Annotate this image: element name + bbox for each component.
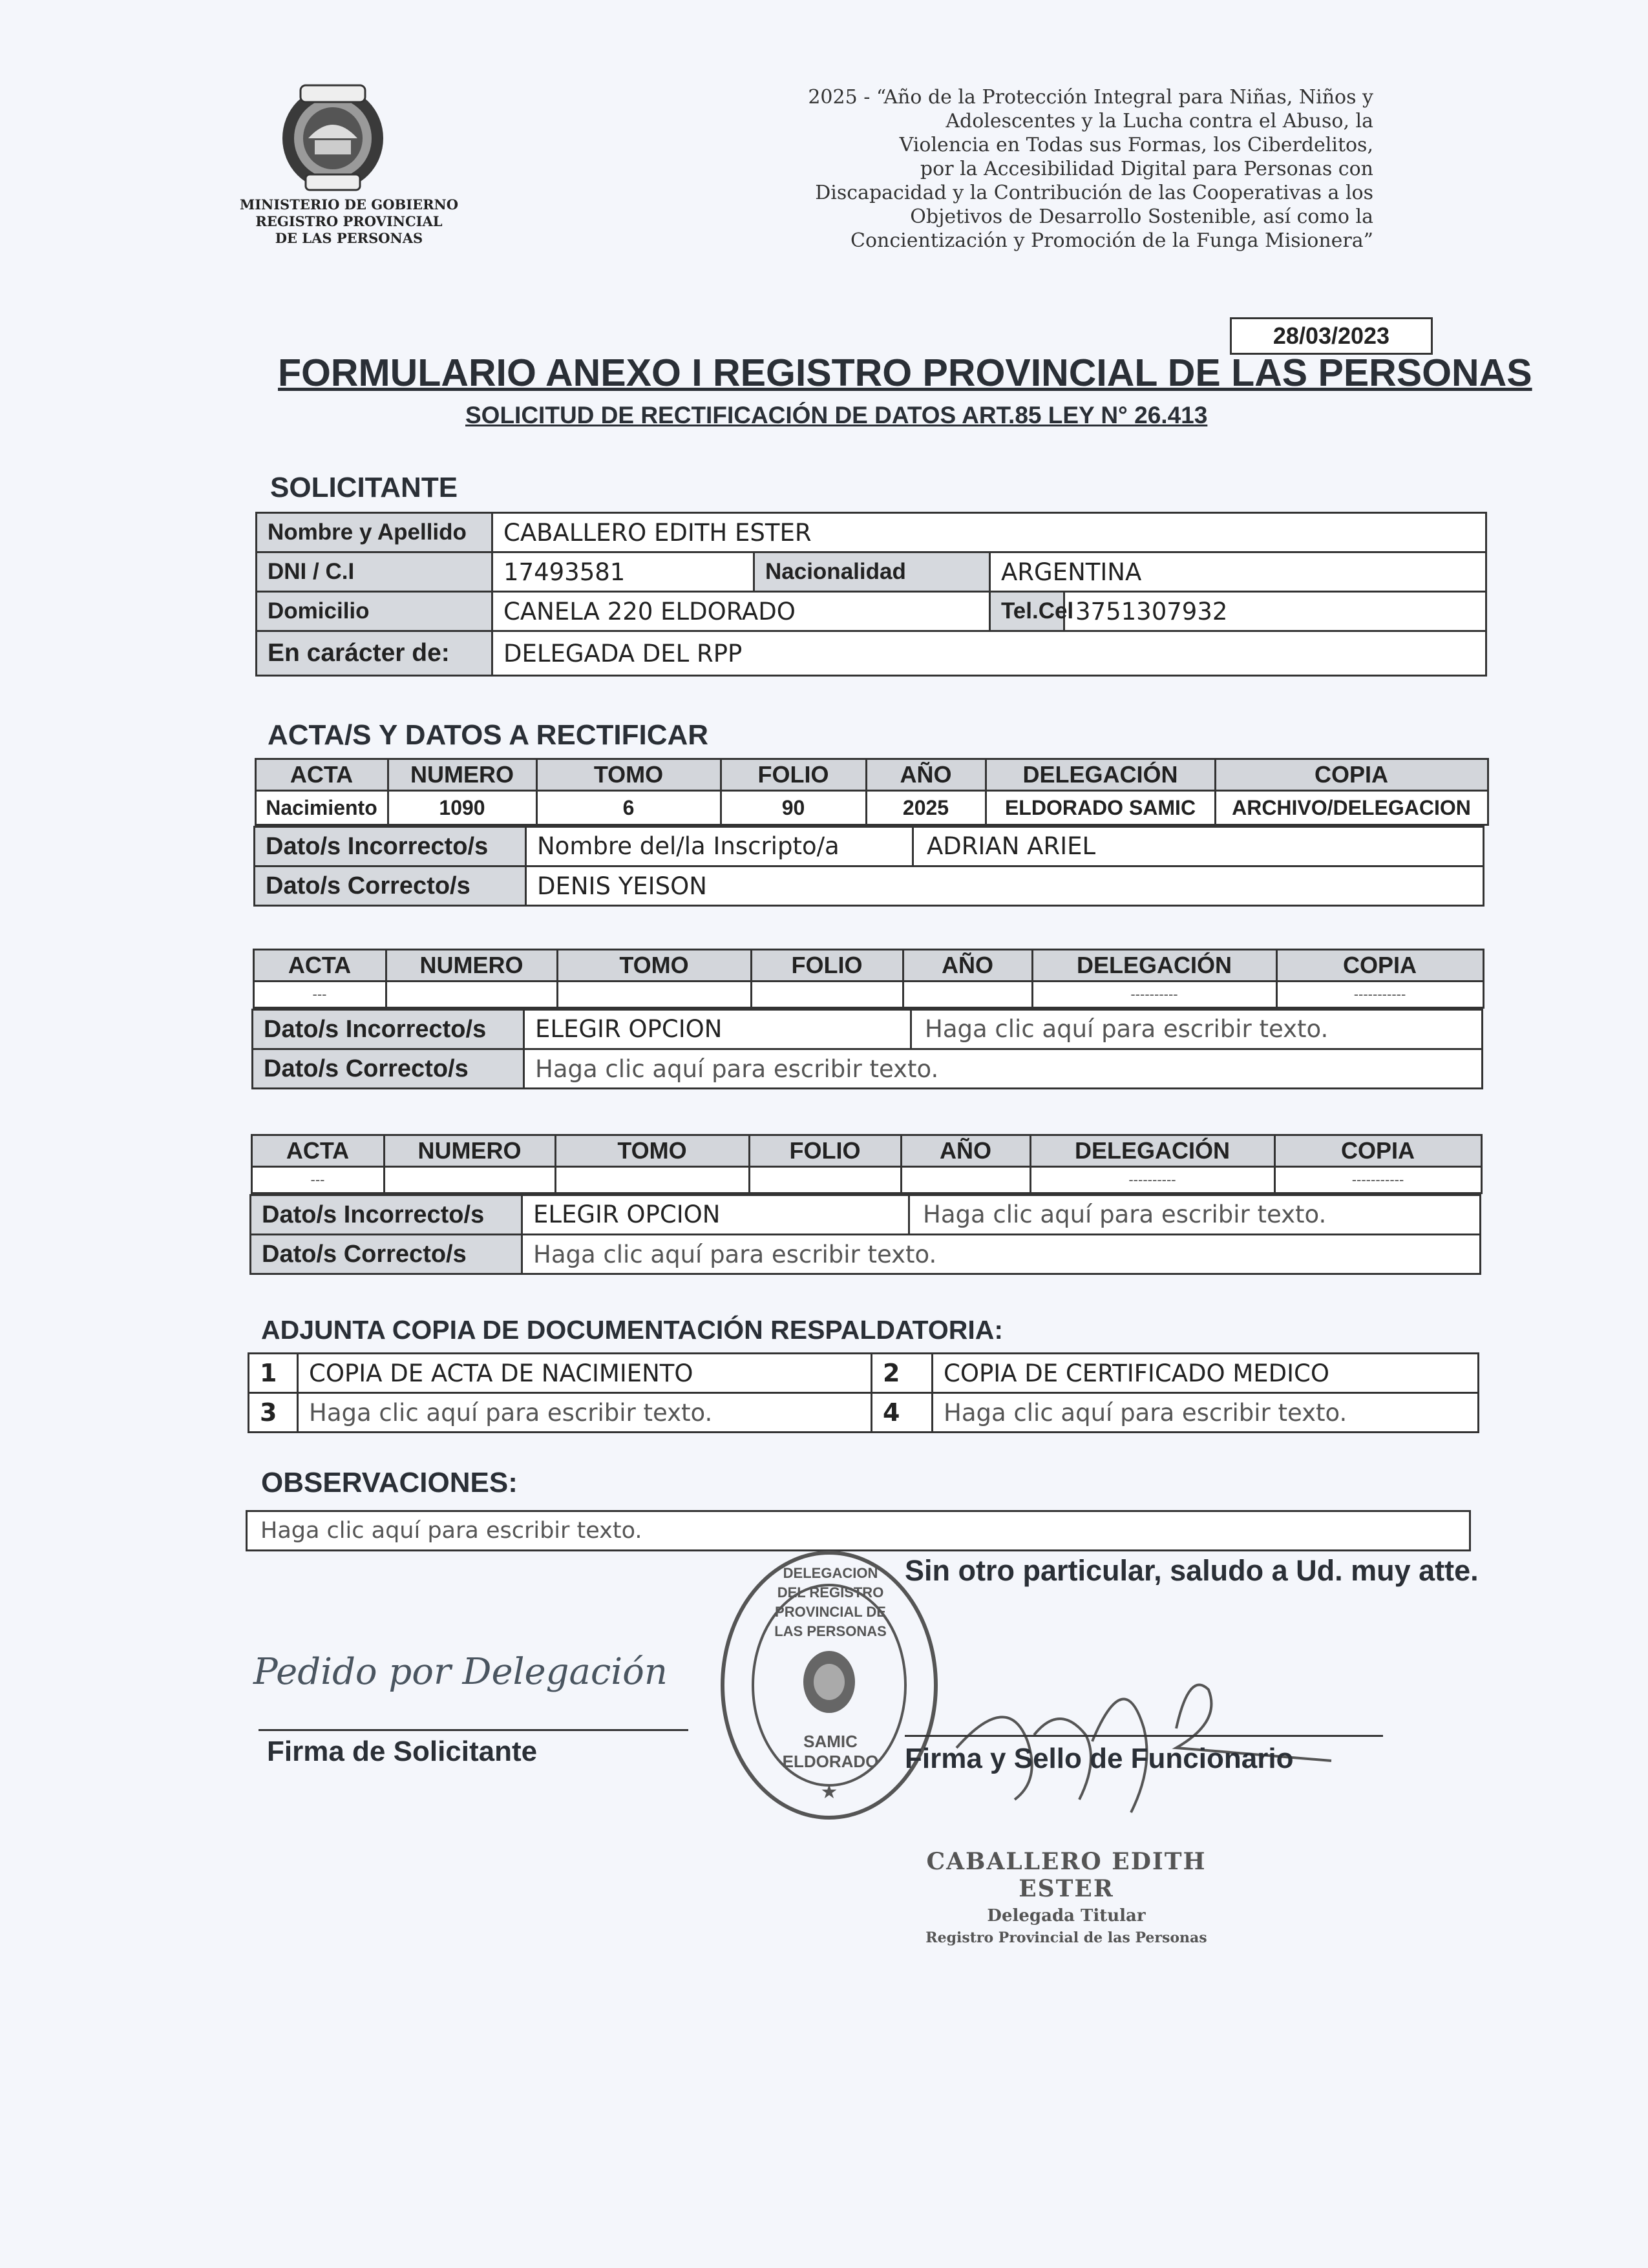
acta-grid xyxy=(251,1134,1483,1194)
delegacion-field[interactable]: ---------- xyxy=(1030,1167,1274,1193)
doc-num: 2 xyxy=(872,1354,933,1393)
anio-field[interactable] xyxy=(901,1167,1030,1193)
tomo-field[interactable] xyxy=(555,1167,749,1193)
col-delegacion: DELEGACIÓN xyxy=(1032,950,1276,982)
section-title-observaciones: OBSERVACIONES: xyxy=(261,1467,518,1498)
acta-field[interactable]: Nacimiento xyxy=(255,791,388,825)
col-copia: COPIA xyxy=(1274,1135,1481,1167)
table-row xyxy=(249,1354,1479,1393)
svg-text:★: ★ xyxy=(820,1781,838,1803)
motto-text xyxy=(743,85,1373,253)
motto-line: Concientización y Promoción de la Funga Misionera” xyxy=(850,229,1373,252)
doc-item-field[interactable]: Haga clic aquí para escribir texto. xyxy=(933,1393,1479,1433)
page-subtitle: SOLICITUD DE RECTIFICACIÓN DE DATOS ART.85 LEY N° 26.413 xyxy=(465,402,1208,428)
col-anio: AÑO xyxy=(901,1135,1030,1167)
table-row xyxy=(255,827,1484,866)
table-row xyxy=(257,552,1486,592)
section-title-documentacion: ADJUNTA COPIA DE DOCUMENTACIÓN RESPALDATORIA: xyxy=(261,1315,1003,1345)
table-row xyxy=(253,950,1483,982)
correct-label: Dato/s Correcto/s xyxy=(251,1235,522,1274)
incorrect-label: Dato/s Incorrecto/s xyxy=(251,1195,522,1235)
table-row xyxy=(251,1195,1481,1235)
table-row xyxy=(253,1010,1483,1049)
table-row xyxy=(251,1167,1481,1193)
dni-label: DNI / C.I xyxy=(257,552,492,592)
copia-field[interactable]: ----------- xyxy=(1274,1167,1481,1193)
delegacion-field[interactable]: ELDORADO SAMIC xyxy=(986,791,1215,825)
col-anio: AÑO xyxy=(903,950,1032,982)
observaciones-field[interactable]: Haga clic aquí para escribir texto. xyxy=(246,1510,1471,1551)
solicitante-table xyxy=(255,512,1487,677)
correct-label: Dato/s Correcto/s xyxy=(253,1049,524,1089)
acta-header-row xyxy=(255,758,1484,827)
incorrect-field-select[interactable]: Nombre del/la Inscripto/a xyxy=(527,828,914,865)
signature-line-solicitante xyxy=(259,1729,688,1731)
printed-stamp-role: Delegada Titular xyxy=(987,1906,1146,1926)
copia-field[interactable]: ----------- xyxy=(1276,982,1483,1008)
page-title: FORMULARIO ANEXO I REGISTRO PROVINCIAL DE LAS PERSONAS xyxy=(278,352,1532,394)
correct-value-field[interactable]: Haga clic aquí para escribir texto. xyxy=(524,1049,1483,1089)
doc-num: 4 xyxy=(872,1393,933,1433)
col-copia: COPIA xyxy=(1215,759,1488,791)
anio-field[interactable] xyxy=(903,982,1032,1008)
col-tomo: TOMO xyxy=(557,950,751,982)
closing-greeting: Sin otro particular, saludo a Ud. muy atte. xyxy=(905,1554,1479,1587)
nombre-field[interactable]: CABALLERO EDITH ESTER xyxy=(492,513,1486,552)
doc-item-field[interactable]: COPIA DE CERTIFICADO MEDICO xyxy=(933,1354,1479,1393)
tomo-field[interactable]: 6 xyxy=(536,791,721,825)
col-numero: NUMERO xyxy=(384,1135,555,1167)
telcel-field[interactable]: 3751307932 xyxy=(1064,592,1486,631)
incorrect-value-field[interactable]: Haga clic aquí para escribir texto. xyxy=(923,1201,1327,1228)
domicilio-field[interactable]: CANELA 220 ELDORADO xyxy=(492,592,990,631)
section-title-solicitante: SOLICITANTE xyxy=(270,472,458,503)
caracter-label: En carácter de: xyxy=(257,631,492,676)
folio-field[interactable] xyxy=(749,1167,901,1193)
telcel-label: Tel.Cel xyxy=(990,592,1064,631)
table-row xyxy=(249,1393,1479,1433)
stamp-ring-text: DELEGACION DEL REGISTRO PROVINCIAL DE LAS PERSONAS xyxy=(774,1565,887,1639)
acta-table-3 xyxy=(249,1134,1481,1275)
anio-field[interactable]: 2025 xyxy=(866,791,986,825)
col-delegacion: DELEGACIÓN xyxy=(1030,1135,1274,1167)
col-folio: FOLIO xyxy=(751,950,903,982)
delegacion-field[interactable]: ---------- xyxy=(1032,982,1276,1008)
caracter-field[interactable]: DELEGADA DEL RPP xyxy=(492,631,1486,676)
copia-field[interactable]: ARCHIVO/DELEGACION xyxy=(1215,791,1488,825)
correct-value-field[interactable]: Haga clic aquí para escribir texto. xyxy=(522,1235,1481,1274)
incorrect-field-select[interactable]: ELEGIR OPCION xyxy=(525,1011,912,1048)
folio-field[interactable]: 90 xyxy=(721,791,866,825)
handwritten-signature-solicitante: Pedido por Delegación xyxy=(253,1651,668,1693)
table-row xyxy=(255,791,1488,825)
doc-item-field[interactable]: Haga clic aquí para escribir texto. xyxy=(298,1393,872,1433)
col-tomo: TOMO xyxy=(536,759,721,791)
motto-line: por la Accesibilidad Digital para Personas con xyxy=(920,158,1373,180)
acta-table-2 xyxy=(251,949,1483,1089)
table-row xyxy=(257,631,1486,676)
table-row xyxy=(255,866,1484,906)
printed-stamp xyxy=(905,1848,1228,1946)
col-acta: ACTA xyxy=(251,1135,384,1167)
doc-num: 1 xyxy=(249,1354,298,1393)
incorrect-value-field[interactable]: Haga clic aquí para escribir texto. xyxy=(925,1015,1329,1043)
incorrect-label: Dato/s Incorrecto/s xyxy=(253,1010,524,1049)
dni-field[interactable]: 17493581 xyxy=(492,552,754,592)
printed-stamp-org: Registro Provincial de las Personas xyxy=(925,1929,1207,1946)
nacionalidad-field[interactable]: ARGENTINA xyxy=(990,552,1486,592)
col-folio: FOLIO xyxy=(749,1135,901,1167)
doc-num: 3 xyxy=(249,1393,298,1433)
numero-field[interactable] xyxy=(384,1167,555,1193)
motto-line: Discapacidad y la Contribución de las Cooperativas a los xyxy=(815,182,1373,204)
table-row xyxy=(251,1235,1481,1274)
signature-line-funcionario xyxy=(905,1735,1383,1737)
section-title-actas: ACTA/S Y DATOS A RECTIFICAR xyxy=(268,719,709,751)
acta-field[interactable]: --- xyxy=(251,1167,384,1193)
incorrect-label: Dato/s Incorrecto/s xyxy=(255,827,526,866)
ministry-line: MINISTERIO DE GOBIERNO xyxy=(239,196,459,213)
incorrect-value-field[interactable]: ADRIAN ARIEL xyxy=(927,832,1096,860)
numero-field[interactable]: 1090 xyxy=(388,791,536,825)
tomo-field[interactable] xyxy=(557,982,751,1008)
acta-table-1 xyxy=(253,758,1484,907)
ministry-block xyxy=(229,196,469,247)
documentacion-table xyxy=(248,1352,1479,1433)
firma-solicitante-label: Firma de Solicitante xyxy=(267,1736,538,1767)
nombre-label: Nombre y Apellido xyxy=(257,513,492,552)
col-copia: COPIA xyxy=(1276,950,1483,982)
col-numero: NUMERO xyxy=(386,950,557,982)
col-folio: FOLIO xyxy=(721,759,866,791)
col-numero: NUMERO xyxy=(388,759,536,791)
acta-field[interactable]: --- xyxy=(253,982,386,1008)
col-anio: AÑO xyxy=(866,759,986,791)
domicilio-label: Domicilio xyxy=(257,592,492,631)
table-row xyxy=(253,982,1483,1008)
stamp-inner-text: SAMIC ELDORADO xyxy=(782,1732,879,1771)
table-row xyxy=(255,759,1488,791)
table-row xyxy=(257,592,1486,631)
correct-label: Dato/s Correcto/s xyxy=(255,866,526,906)
col-acta: ACTA xyxy=(253,950,386,982)
date-field[interactable]: 28/03/2023 xyxy=(1230,317,1433,355)
motto-line: Violencia en Todas sus Formas, los Ciberdelitos, xyxy=(899,134,1373,156)
ministry-line: DE LAS PERSONAS xyxy=(275,230,423,246)
ministry-line: REGISTRO PROVINCIAL xyxy=(255,213,443,229)
incorrect-field-select[interactable]: ELEGIR OPCION xyxy=(523,1196,910,1234)
provincial-seal xyxy=(275,79,391,195)
col-delegacion: DELEGACIÓN xyxy=(986,759,1215,791)
correct-value-field[interactable]: DENIS YEISON xyxy=(526,866,1484,906)
numero-field[interactable] xyxy=(386,982,557,1008)
col-tomo: TOMO xyxy=(555,1135,749,1167)
table-row xyxy=(251,1135,1481,1167)
col-acta: ACTA xyxy=(255,759,388,791)
table-row xyxy=(253,1049,1483,1089)
doc-item-field[interactable]: COPIA DE ACTA DE NACIMIENTO xyxy=(298,1354,872,1393)
folio-field[interactable] xyxy=(751,982,903,1008)
motto-line: 2025 - “Año de la Protección Integral para Niñas, Niños y xyxy=(808,86,1373,109)
motto-line: Adolescentes y la Lucha contra el Abuso, la xyxy=(945,110,1373,132)
acta-grid xyxy=(255,758,1489,826)
firma-funcionario-label: Firma y Sello de Funcionario xyxy=(905,1743,1294,1774)
nacionalidad-label: Nacionalidad xyxy=(754,552,990,592)
table-row xyxy=(257,513,1486,552)
acta-grid xyxy=(253,949,1484,1009)
printed-stamp-name: CABALLERO EDITH ESTER xyxy=(926,1848,1207,1902)
motto-line: Objetivos de Desarrollo Sostenible, así como la xyxy=(910,205,1373,228)
